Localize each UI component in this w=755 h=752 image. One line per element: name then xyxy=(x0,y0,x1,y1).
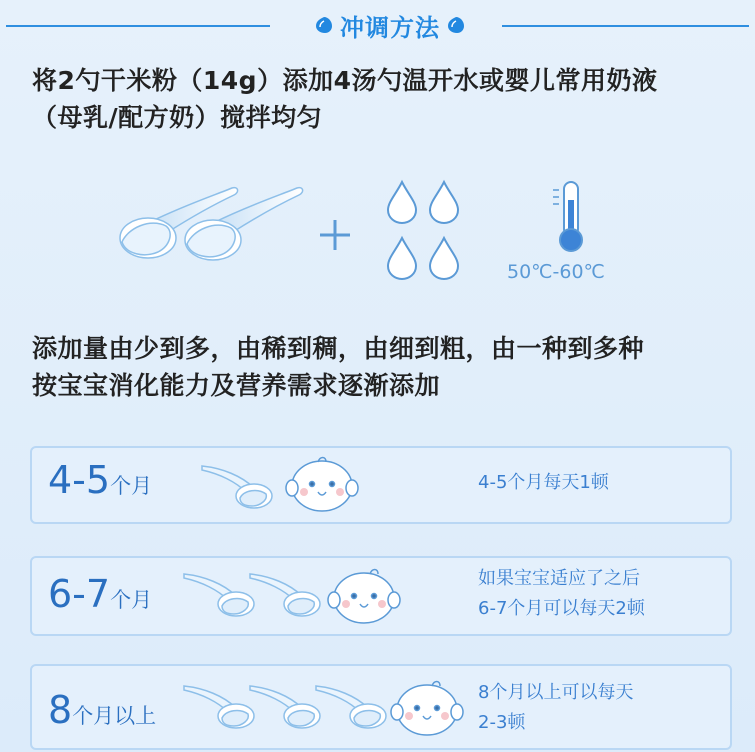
stage-note xyxy=(478,564,645,624)
baby-face-icon xyxy=(328,570,400,624)
instruction-text xyxy=(32,62,732,136)
title-left-line xyxy=(6,25,270,27)
mixing-illustration xyxy=(0,170,755,300)
principle-line-1: 添加量由少到多，由稀到稠，由细到粗，由一种到多种 xyxy=(32,334,645,363)
spoon-icon xyxy=(184,574,254,616)
spoon-icon xyxy=(250,686,320,728)
stage-age-number: 8 xyxy=(48,688,73,732)
principle-line-2: 按宝宝消化能力及营养需求逐渐添加 xyxy=(32,371,441,400)
stage-age-unit: 个月以上 xyxy=(72,704,157,728)
thermometer-icon xyxy=(553,182,582,251)
title-center xyxy=(292,8,488,42)
temperature-label: 50℃-60℃ xyxy=(507,261,605,283)
stage-age-unit: 个月 xyxy=(110,588,153,612)
stage-age-number: 6-7 xyxy=(48,572,111,616)
stage-card-4-5-months xyxy=(30,446,732,524)
spoon-icon xyxy=(202,466,272,508)
stage-note-line-2: 6-7个月可以每天2顿 xyxy=(478,598,645,619)
spoon-icon xyxy=(184,686,254,728)
drop-icon xyxy=(314,15,334,35)
section-header xyxy=(0,8,755,42)
stage-card-8-months-plus xyxy=(30,664,732,750)
instruction-line-1: 将2勺干米粉（14g）添加4汤勺温开水或婴儿常用奶液 xyxy=(32,66,658,95)
stage-note-line-1: 8个月以上可以每天 xyxy=(478,682,634,703)
baby-face-icon xyxy=(286,458,358,512)
stage-note-line-2: 2-3顿 xyxy=(478,712,526,733)
stage-age-unit: 个月 xyxy=(110,474,153,498)
page-title: 冲调方法 xyxy=(340,13,440,42)
baby-face-icon xyxy=(391,682,463,736)
spoon-icon xyxy=(316,686,386,728)
drop-icon xyxy=(446,15,466,35)
stage-note xyxy=(478,468,609,498)
stage-note-line-1: 如果宝宝适应了之后 xyxy=(478,568,640,589)
water-drops-icon xyxy=(388,182,458,279)
instruction-line-2: （母乳/配方奶）搅拌均匀 xyxy=(32,103,323,132)
stage-age-number: 4-5 xyxy=(48,458,111,502)
spoon-icon xyxy=(250,574,320,616)
stage-note-line-1: 4-5个月每天1顿 xyxy=(478,472,609,493)
stage-card-6-7-months xyxy=(30,556,732,636)
stage-note xyxy=(478,678,633,738)
title-right-line xyxy=(502,25,749,27)
plus-icon xyxy=(320,220,350,250)
spoon-icon xyxy=(185,188,303,260)
stage-illustration xyxy=(32,448,730,522)
principle-text xyxy=(32,330,752,404)
